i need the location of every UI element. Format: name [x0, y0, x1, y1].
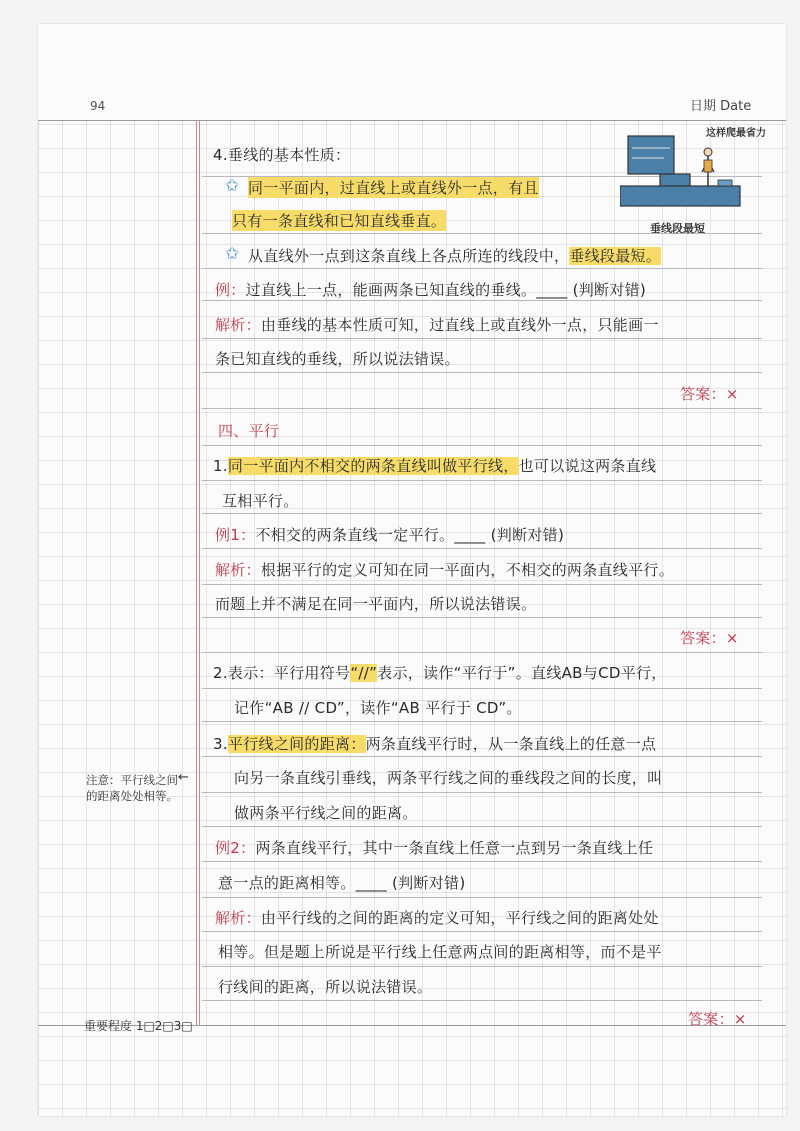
example	[215, 279, 646, 300]
header-divider	[38, 120, 786, 121]
example-2-text: 两条直线平行，其中一条直线上任意一点到另一条直线上任	[255, 839, 654, 857]
date-label: 日期 Date	[690, 99, 752, 114]
definition-highlight: 同一平面内不相交的两条直线叫做平行线，	[227, 457, 519, 475]
ruled-line	[202, 445, 762, 446]
margin-line	[196, 120, 197, 1025]
ruled-line	[202, 756, 762, 757]
star-icon: ✩	[225, 176, 240, 196]
ruled-line	[202, 652, 762, 653]
property-line-2: 只有一条直线和已知直线垂直。	[232, 212, 447, 230]
ruled-line	[202, 721, 762, 722]
ruled-line	[202, 617, 762, 618]
analysis-2-line-2: 相等。但是题上所说是平行线上任意两点间的距离相等，而不是平	[218, 943, 662, 961]
example-text: 过直线上一点，能画两条已知直线的垂线。____ (判断对错)	[245, 281, 647, 299]
ruled-line	[202, 897, 762, 898]
distance-text: 两条直线平行时，从一条直线上的任意一点	[365, 735, 657, 753]
ruled-line	[202, 931, 762, 932]
distance-definition	[213, 733, 656, 754]
importance-rating: 重要程度 1□2□3□	[84, 1019, 193, 1033]
ruled-line	[202, 966, 762, 967]
illustration-caption-bottom: 垂线段最短	[650, 222, 705, 235]
example-2-line-2: 意一点的距离相等。____ (判断对错)	[218, 874, 466, 892]
arrow-left-icon: ←	[178, 770, 189, 785]
example-1	[215, 524, 564, 545]
analysis-1-line-2: 而题上并不满足在同一平面内，所以说法错误。	[215, 595, 537, 613]
notation-symbol: “//”	[350, 664, 378, 682]
definition-line-2: 互相平行。	[222, 492, 299, 510]
property-line-1: 同一平面内，过直线上或直线外一点，有且	[248, 179, 539, 197]
answer-1: 答案：×	[680, 629, 739, 647]
definition-text: 也可以说这两条直线	[518, 457, 657, 475]
illustration-caption-top: 这样爬最省力	[706, 128, 766, 139]
ruled-line	[202, 268, 762, 269]
margin-line	[199, 120, 200, 1025]
example-2	[215, 837, 653, 858]
analysis-1	[215, 559, 674, 580]
analysis-2-text: 由平行线的之间的距离的定义可知，平行线之间的距离处处	[260, 909, 659, 927]
answer: 答案：×	[680, 385, 739, 403]
ruled-line	[202, 688, 762, 689]
analysis-1-label: 解析：	[215, 561, 261, 579]
ruled-line	[202, 584, 762, 585]
star-icon: ✩	[225, 244, 240, 264]
ruled-line	[202, 372, 762, 373]
ruled-line	[202, 513, 762, 514]
ruled-line	[202, 861, 762, 862]
analysis-1-text: 根据平行的定义可知在同一平面内，不相交的两条直线平行。	[260, 561, 675, 579]
section-title: 4.垂线的基本性质：	[213, 146, 351, 164]
notation-text: 2.表示：平行用符号	[213, 664, 351, 682]
analysis-2-line-3: 行线间的距离，所以说法错误。	[218, 978, 433, 996]
analysis-line-2: 条已知直线的垂线，所以说法错误。	[215, 350, 460, 368]
property-2-text: 从直线外一点到这条直线上各点所连的线段中，	[248, 247, 570, 265]
perpendicular-illustration	[620, 130, 770, 225]
distance-number: 3.	[213, 735, 228, 753]
answer-2: 答案：×	[688, 1010, 747, 1028]
ruled-line	[202, 1000, 762, 1001]
ruled-line	[202, 548, 762, 549]
ruled-line	[202, 792, 762, 793]
ruled-line	[202, 408, 762, 409]
margin-note: 注意：平行线之间的距离处处相等。	[86, 773, 178, 803]
definition-number: 1.	[213, 457, 228, 475]
notation	[213, 662, 667, 683]
analysis	[215, 314, 659, 335]
analysis-text: 由垂线的基本性质可知，过直线上或直线外一点，只能画一	[260, 316, 659, 334]
property-2-highlight: 垂线段最短。	[569, 247, 662, 265]
example-1-text: 不相交的两条直线一定平行。____ (判断对错)	[255, 526, 565, 544]
section-heading: 四、平行	[218, 422, 280, 440]
ruled-line	[202, 480, 762, 481]
ruled-line	[202, 300, 762, 301]
distance-highlight: 平行线之间的距离：	[227, 735, 366, 753]
page-number: 94	[90, 99, 106, 113]
distance-line-2: 向另一条直线引垂线，两条平行线之间的垂线段之间的长度，叫	[234, 769, 663, 787]
distance-line-3: 做两条平行线之间的距离。	[234, 804, 418, 822]
analysis-2-label: 解析：	[215, 909, 261, 927]
notation-text-2: 表示，读作“平行于”。直线AB与CD平行，	[377, 664, 667, 682]
ruled-line	[202, 338, 762, 339]
example-label: 例：	[215, 281, 246, 299]
definition	[213, 455, 656, 476]
notation-line-2: 记作“AB // CD”，读作“AB 平行于 CD”。	[234, 699, 522, 717]
ruled-line	[202, 826, 762, 827]
analysis-2	[215, 907, 659, 928]
example-2-label: 例2：	[215, 839, 256, 857]
property-2	[248, 245, 661, 266]
example-1-label: 例1：	[215, 526, 256, 544]
analysis-label: 解析：	[215, 316, 261, 334]
page-header-band	[38, 24, 786, 120]
